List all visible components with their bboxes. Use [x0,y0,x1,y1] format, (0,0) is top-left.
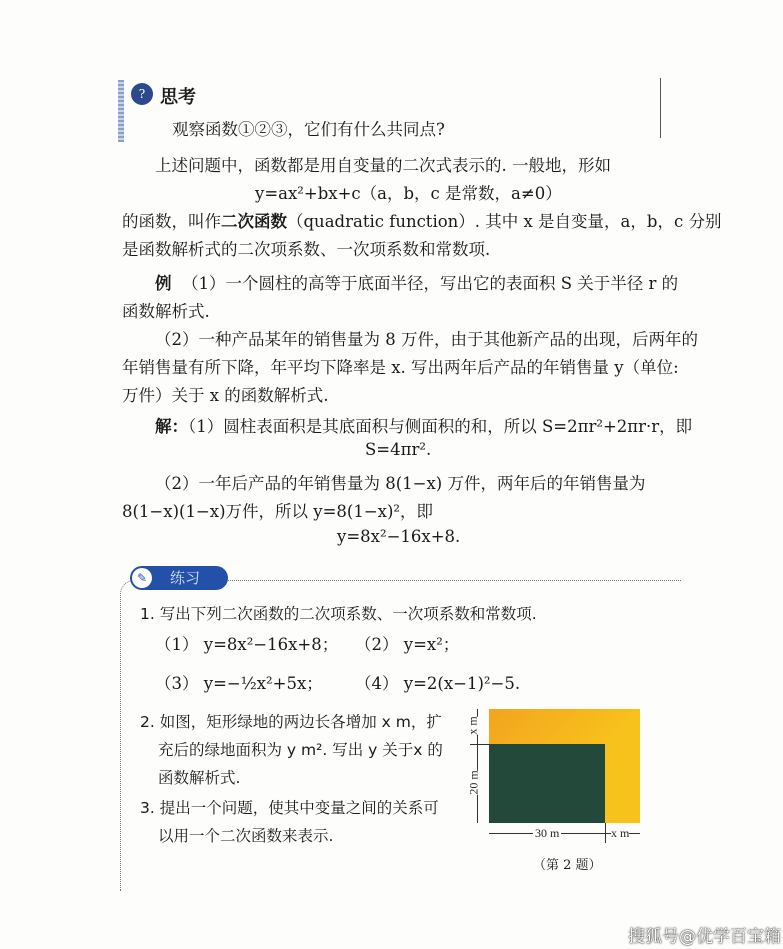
exercise-q1: 1. 写出下列二次函数的二次项系数、一次项系数和常数项. [140,605,537,623]
original-green-area [489,744,605,823]
definition-text-a: 的函数，叫作 [122,212,221,231]
left-label: 20 m [466,770,481,795]
exercise-q1-item-3: （3） y=−½x²+5x； [155,674,323,693]
solution-line-2: S=4πr². [365,440,432,459]
definition-line [122,208,721,232]
left-tick [470,744,490,745]
paragraph-3: 是函数解析式的二次项系数、一次项系数和常数项. [122,240,491,259]
right-label: x m [611,826,630,840]
example-line-3: （2）一种产品某年的销售量为 8 万件，由于其他新产品的出现，后两年的 [155,330,698,349]
margin-rule [660,78,661,138]
solution-1-text: （1）圆柱表面积是其底面积与侧面积的和，所以 S=2πr²+2πr·r，即 [188,417,693,436]
exercise-q2-line-3: 函数解析式. [158,769,241,787]
term-quadratic-function: 二次函数 [221,212,287,231]
watermark: 搜狐号@优学百宝箱 [628,927,781,947]
definition-text-b: （quadratic function）. 其中 x 是自变量，a，b，c 分别 [287,212,722,231]
example-line-1 [155,270,678,294]
exercise-q1-item-2: （2） y=x²； [355,635,460,654]
think-question: 观察函数①②③，它们有什么共同点? [172,120,445,139]
figure-caption: （第 2 题） [533,858,602,873]
solution-label: 解： [155,417,188,436]
exercise-q1-item-1: （1） y=8x²−16x+8； [155,635,339,654]
exercise-q2-line-1: 2. 如图，矩形绿地的两边长各增加 x m，扩 [140,713,442,731]
general-formula: y=ax²+bx+c（a，b，c 是常数，a≠0） [255,184,562,203]
think-sidebar-decoration [118,80,124,142]
exercise-q3-line-2: 以用一个二次函数来表示. [158,827,334,845]
example-line-2: 函数解析式. [122,302,210,321]
exercise-tag-label: 练习 [170,569,201,587]
pencil-icon: ✎ [132,568,152,588]
example-1-text: （1）一个圆柱的高等于底面半径，写出它的表面积 S 关于半径 r 的 [182,274,679,293]
paragraph-1: 上述问题中，函数都是用自变量的二次式表示的. 一般地，形如 [155,156,611,175]
example-label: 例 [155,274,172,293]
solution-line-1 [155,413,692,437]
exercise-q1-item-4: （4） y=2(x−1)²−5. [355,674,521,693]
example-line-5: 万件）关于 x 的函数解析式. [122,386,329,405]
solution-line-4: 8(1−x)(1−x)万件，所以 y=8(1−x)²，即 [122,502,434,521]
exercise-q2-line-2: 充后的绿地面积为 y m². 写出 y 关于x 的 [158,741,443,759]
think-title: 思考 [160,87,196,108]
top-label: x m [465,716,480,735]
exercise-tag [130,566,228,590]
exercise-q3-line-1: 3. 提出一个问题，使其中变量之间的关系可 [140,799,439,817]
lightbulb-head-icon: ? [131,83,153,105]
solution-line-3: （2）一年后产品的年销售量为 8(1−x) 万件，两年后的年销售量为 [155,474,646,493]
solution-line-5: y=8x²−16x+8. [337,527,461,546]
bottom-tick [605,823,606,843]
example-line-4: 年销售量有所下降，年平均下降率是 x. 写出两年后产品的年销售量 y（单位: [122,358,679,377]
bottom-label: 30 m [535,826,560,840]
